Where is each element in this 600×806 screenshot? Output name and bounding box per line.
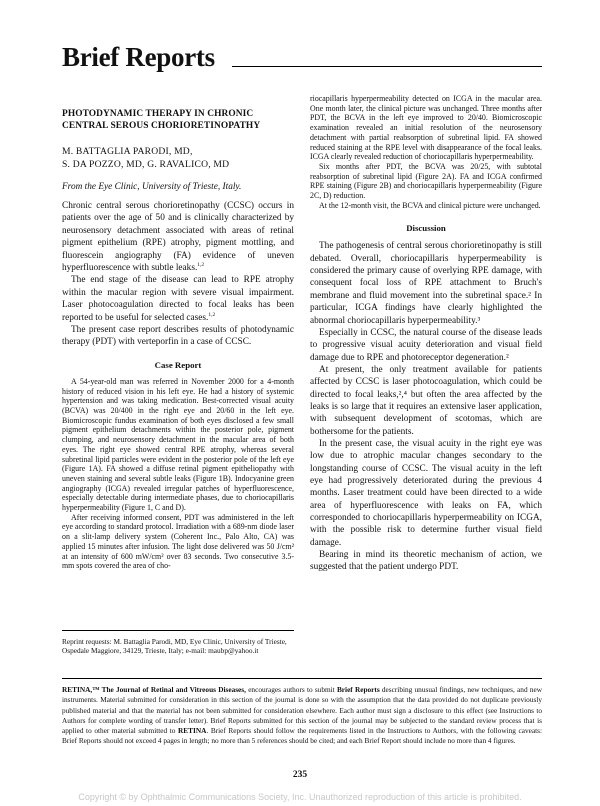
- notice-brief-reports: Brief Reports: [336, 685, 380, 694]
- right-column: [310, 94, 542, 574]
- copyright-notice: Copyright © by Ophthalmic Communications Society, Inc. Unauthorized reproduction of this article is prohibited.: [78, 792, 522, 802]
- case-report-paragraph: After receiving informed consent, PDT was administered in the left eye according to standard protocol. Irradiation with a 689-nm diode laser on a slit-lamp delivery system (Coherent Inc., Palo Alto, CA) was applied 15 minutes after infusion. The light dose delivered was 50 J/cm² at an intensity of 600 mW/cm² over 83 seconds. Two consecutive 3.5-mm spots covered the area of cho-: [62, 512, 294, 571]
- notice-journal-name: RETINA,™ The Journal of Retinal and Vitreous Diseases,: [62, 685, 246, 694]
- discussion-body: [310, 240, 542, 573]
- left-column: [62, 98, 294, 571]
- discussion-paragraph: The pathogenesis of central serous chorioretinopathy is still debated. Overall, choriocapillaris hyperpermeability is considered the primary cause of overlying RPE damage, with consequent focal loss of RPE attachment to Bruch's membrane and fluid movement into the subretinal space.² In particular, ICGA findings have clearly highlighted the abnormal choriocapillaris hyperpermeability.³: [310, 241, 542, 326]
- discussion-heading: Discussion: [406, 223, 446, 234]
- case-report-continued: Six months after PDT, the BCVA was 20/25, with subtotal reabsorption of subretinal lipid (Figure 2A). FA and ICGA confirmed RPE staining (Figure 2B) and choriocapillaris hyperpermeability (Figure 2C, D) reduction.: [310, 161, 542, 201]
- abstract-paragraph: The end stage of the disease can lead to RPE atrophy within the macular region with severe visual impairment. Laser photocoagulation directed to focal leaks has been reported to be useful for selected cases.$^{1,2}$: [62, 275, 294, 323]
- abstract: [62, 200, 294, 349]
- authors-line-1: M. BATTAGLIA PARODI, MD,: [62, 146, 193, 157]
- case-report-heading: Case Report: [154, 359, 202, 370]
- case-report-continued: riocapillaris hyperpermeability detected on ICGA in the macular area. One month later, the clinical picture was unchanged. Three months after PDT, the BCVA in the left eye improved to 20/40. Biomicroscopic examination revealed an initial resolution of the neurosensory detachment with partial reabsorption of subretinal lipid. FA showed reduced staining at the RPE level with disappearance of the focal leaks. ICGA clearly revealed reduction of choriocapillaris hyperpermeability.: [310, 94, 542, 162]
- reprint-footnote: Reprint requests: M. Battaglia Parodi, MD, Eye Clinic, University of Trieste, Ospedale Maggiore, 34129, Trieste, Italy; e-mail: maubp@yahoo.it: [62, 630, 294, 655]
- authors-line-2: S. DA POZZO, MD, G. RAVALICO, MD: [62, 159, 230, 170]
- affiliation: From the Eye Clinic, University of Trieste, Italy.: [62, 182, 242, 192]
- header-rule: [232, 66, 542, 67]
- discussion-paragraph: In the present case, the visual acuity in the right eye was low due to atrophic macular changes secondary to the longstanding course of CCSC. The visual acuity in the left eye had progressively deteriorated during the previous 4 months. Laser treatment could have been directed to a wide area of hyperfluorescence with leaks on FA, which corresponded to choriocapillaris hyperpermeability on ICGA, with the possible risk to determine further visual field damage.: [310, 438, 542, 548]
- abstract-paragraph: The present case report describes results of photodynamic therapy (PDT) with verteporfin in a case of CCSC.: [62, 325, 294, 348]
- notice-retina: RETINA: [178, 726, 207, 736]
- section-title: Brief Reports: [62, 42, 215, 72]
- submission-notice: RETINA,™ The Journal of Retinal and Vitreous Diseases, encourages authors to submit Brief Reports describing unusual findings, new techniques, and new instruments. Material submitted for consideration in this section of the journal is done so with the assumption that the data provided do not duplicate previously published material and that the material has not been submitted for consideration elsewhere. Each author must sign a disclosure to this effect (see Instructions to Authors for complete wording of transfer letter). Brief Reports submitted for this section of the journal may be subjected to the standard review process that is applied to other material submitted to RETINA. Brief Reports should follow the requirements listed in the Instructions to Authors, with the following caveats: Brief Reports should not exceed 4 pages in length; no more than 5 references should be cited; and each Brief Report should include no more than 4 figures.: [62, 678, 542, 747]
- page-number: 235: [292, 770, 308, 780]
- discussion-paragraph: Especially in CCSC, the natural course of the disease leads to progressive visual acuity deterioration and visual field damage due to RPE and photoreceptor degeneration.²: [310, 327, 542, 363]
- discussion-paragraph: Bearing in mind its theoretic mechanism of action, we suggested that the patient undergo PDT.: [310, 550, 542, 573]
- abstract-paragraph: Chronic central serous chorioretinopathy (CCSC) occurs in patients over the age of 50 and is clinically characterized by neurosensory detachment associated with areas of retinal pigment epithelium (RPE) atrophy, pigment mottling, and fluorescein angiography (FA) evidence of uneven hyperfluorescence with subtle leaks.$^{1,2}$: [62, 201, 294, 274]
- discussion-paragraph: At present, the only treatment available for patients affected by CCSC is laser photocoagulation, which could be directed to focal leaks,²,⁴ but often the area affected by the leaks is so large that it requires an extensive laser application, with subsequent development of scotomas, which are bothersome for the patients.: [310, 364, 542, 437]
- case-report-continued: At the 12-month visit, the BCVA and clinical picture were unchanged.: [319, 200, 541, 210]
- article-title: PHOTODYNAMIC THERAPY IN CHRONIC CENTRAL SEROUS CHORIORETINOPATHY: [62, 109, 261, 131]
- journal-section-header: [62, 40, 542, 74]
- author-list: [62, 145, 294, 171]
- case-report-paragraph: A 54-year-old man was referred in November 2000 for a 4-month history of reduced vision in his left eye. He had a history of systemic hypertension and was taking medication. Best-corrected visual acuity (BCVA) was 20/400 in the right eye and 20/60 in the left eye. Biomicroscopic fundus examination of both eyes disclosed a few small pigment epithelium detachments within the posterior pole, pigment clumping, and neurosensory detachment in the macular area of both eyes. The right eye showed central RPE atrophy, whereas several subretinal lipid particles were evident in the posterior pole of the left eye (Figure 1A). FA showed a diffuse retinal pigment epitheliopathy with uneven staining and several subtle leaks (Figure 1B). Indocyanine green angiography (ICGA) revealed irregular patches of hyperfluorescence, especially detectable during intermediate phases, due to choriocapillaris hyperpermeability (Figure 1, C and D).: [62, 376, 294, 513]
